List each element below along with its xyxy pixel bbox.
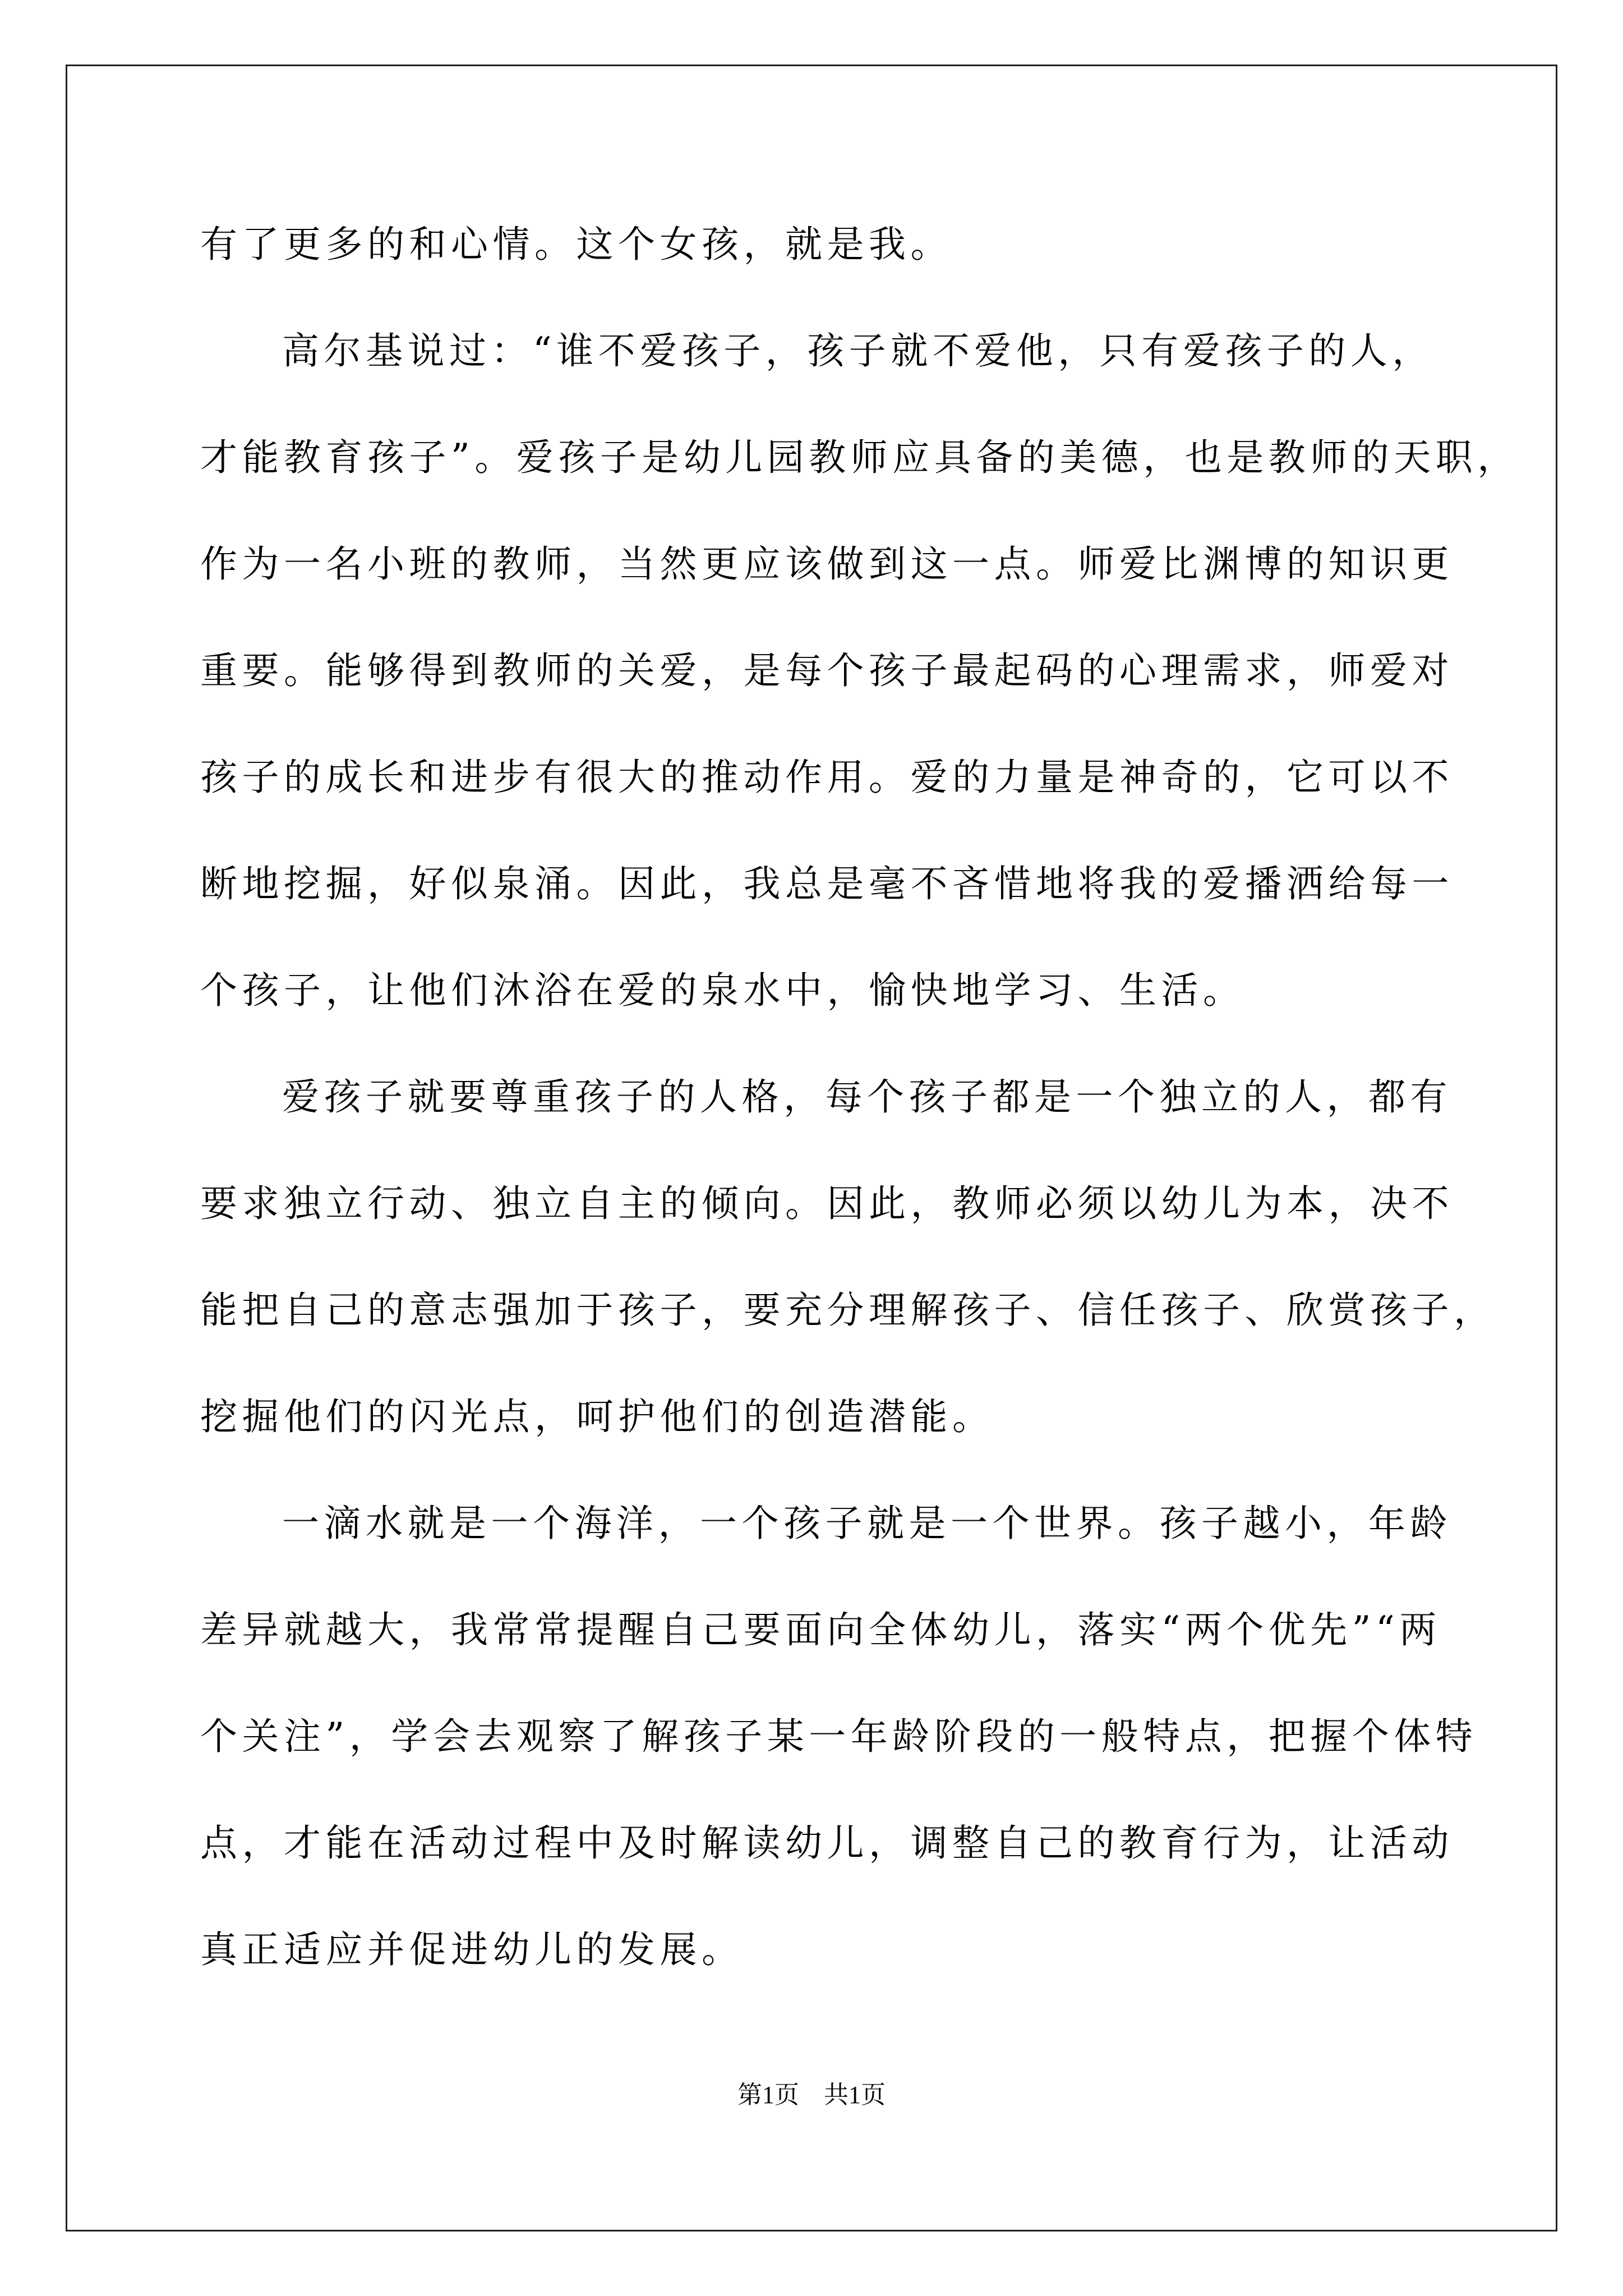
text-line: 爱孩子就要尊重孩子的人格，每个孩子都是一个独立的人，都有 (282, 1075, 1452, 1119)
page-number: 第1页 (737, 2081, 799, 2109)
text-line: 作为一名小班的教师，当然更应该做到这一点。师爱比渊博的知识更 (200, 542, 1454, 586)
text-line: 一滴水就是一个海洋，一个孩子就是一个世界。孩子越小，年龄 (282, 1502, 1452, 1545)
text-line: 断地挖掘，好似泉涌。因此，我总是毫不吝惜地将我的爱播洒给每一 (200, 862, 1454, 905)
text-line: 个关注”，学会去观察了解孩子某一年龄阶段的一般特点，把握个体特 (200, 1715, 1478, 1758)
text-line: 能把自己的意志强加于孩子，要充分理解孩子、信任孩子、欣赏孩子， (200, 1289, 1496, 1332)
page-footer (0, 2079, 1623, 2111)
text-line: 要求独立行动、独立自主的倾向。因此，教师必须以幼儿为本，决不 (200, 1182, 1454, 1225)
text-line: 孩子的成长和进步有很大的推动作用。爱的力量是神奇的，它可以不 (200, 756, 1454, 799)
text-line: 个孩子，让他们沐浴在爱的泉水中，愉快地学习、生活。 (200, 969, 1245, 1012)
text-line: 挖掘他们的闪光点，呵护他们的创造潜能。 (200, 1395, 994, 1438)
text-line: 差异就越大，我常常提醒自己要面向全体幼儿，落实“两个优先”“两 (200, 1608, 1441, 1651)
text-line: 才能教育孩子”。爱孩子是幼儿园教师应具备的美德，也是教师的天职， (200, 436, 1519, 479)
text-line: 高尔基说过：“谁不爱孩子，孩子就不爱他，只有爱孩子的人， (282, 329, 1434, 372)
document-body (200, 218, 1519, 2030)
page-total: 共1页 (824, 2081, 886, 2109)
text-line: 有了更多的和心情。这个女孩，就是我。 (200, 223, 952, 266)
text-line: 重要。能够得到教师的关爱，是每个孩子最起码的心理需求，师爱对 (200, 649, 1454, 692)
text-line: 真正适应并促进幼儿的发展。 (200, 1928, 744, 1971)
text-line: 点，才能在活动过程中及时解读幼儿，调整自己的教育行为，让活动 (200, 1821, 1454, 1865)
